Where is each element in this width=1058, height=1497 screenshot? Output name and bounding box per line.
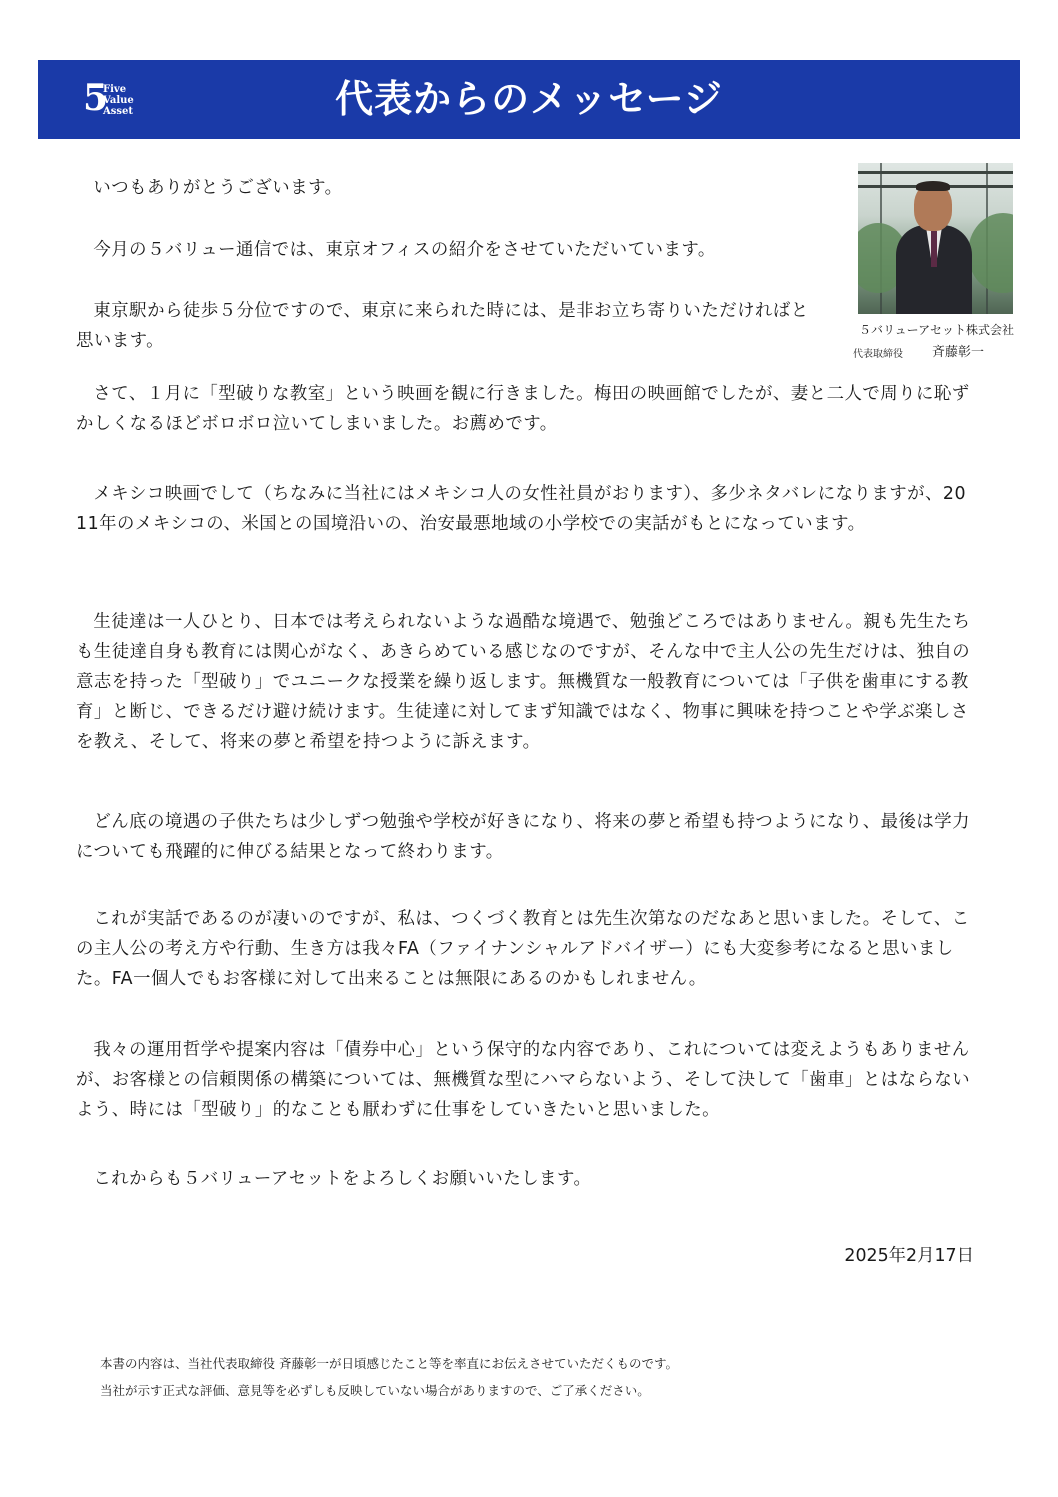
logo-word-five: Five (103, 84, 127, 95)
disclaimer-line: 当社が示す正式な評価、意見等を必ずしも反映していない場合がありますので、ご了承ください。 (100, 1383, 650, 1398)
logo-word-asset: Asset (103, 106, 133, 117)
paragraph-newsletter: 今月の５バリュー通信では、東京オフィスの紹介をさせていただいています。 (93, 240, 716, 260)
letter-date: 2025年2月17日 (844, 1246, 974, 1266)
paragraph-reflection: これが実話であるのが凄いのですが、私は、つくづく教育とは先生次第なのだなあと思いました。そして、この主人公の考え方や行動、生き方は我々FA（ファイナンシャルアドバイザー）にも大変参考になると思いました。FA一個人でもお客様に対して出来ることは無限にあるのかもしれません。 (76, 909, 970, 989)
disclaimer-line: 本書の内容は、当社代表取締役 斉藤彰一が日頃感じたこと等を率直にお伝えさせていただくものです。 (100, 1356, 678, 1371)
profile-company: ５バリューアセット株式会社 (859, 323, 1014, 337)
paragraph-greeting: いつもありがとうございます。 (93, 178, 343, 198)
logo-numeral: 5 (83, 77, 109, 119)
paragraph-mexico: メキシコ映画でして（ちなみに当社にはメキシコ人の女性社員がおります）、多少ネタバレになりますが、2011年のメキシコの、米国との国境沿いの、治安最悪地域の小学校での実話がもとになっています。 (76, 484, 967, 534)
paragraph-students: 生徒達は一人ひとり、日本では考えられないような過酷な境遇で、勉強どころではありません。親も先生たちも生徒達自身も教育には関心がなく、あきらめている感じなのですが、そんな中で主人公の先生だけは、独自の意志を持った「型破り」でユニークな授業を繰り返します。無機質な一般教育については「子供を歯車にする教育」と断じ、できるだけ避け続けます。生徒達に対してまず知識ではなく、物事に興味を持つことや学ぶ楽しさを教え、そして、将来の夢と希望を持つように訴えます。 (76, 612, 971, 752)
profile-role: 代表取締役 (853, 349, 903, 360)
profile-name: 斉藤彰一 (932, 345, 985, 360)
paragraph-closing: これからも５バリューアセットをよろしくお願いいたします。 (93, 1169, 592, 1189)
representative-photo (858, 163, 1013, 314)
logo-word-value: Value (103, 95, 134, 106)
paragraph-outcome: どん底の境遇の子供たちは少しずつ勉強や学校が好きになり、将来の夢と希望も持つようになり、最後は学力についても飛躍的に伸びる結果となって終わります。 (76, 812, 971, 862)
page-title: 代表からのメッセージ (335, 77, 723, 121)
paragraph-movie: さて、１月に「型破りな教室」という映画を観に行きました。梅田の映画館でしたが、妻と二人で周りに恥ずかしくなるほどボロボロ泣いてしまいました。お薦めです。 (76, 384, 970, 434)
header-banner (38, 60, 1020, 139)
paragraph-tokyo-office: 東京駅から徒歩５分位ですので、東京に来られた時には、是非お立ち寄りいただければと思います。 (76, 301, 809, 351)
paragraph-philosophy: 我々の運用哲学や提案内容は「債券中心」という保守的な内容であり、これについては変えようもありませんが、お客様との信頼関係の構築については、無機質な型にハマらないよう、そして決して「歯車」とはならないよう、時には「型破り」的なことも厭わずに仕事をしていきたいと思いました。 (76, 1040, 971, 1120)
